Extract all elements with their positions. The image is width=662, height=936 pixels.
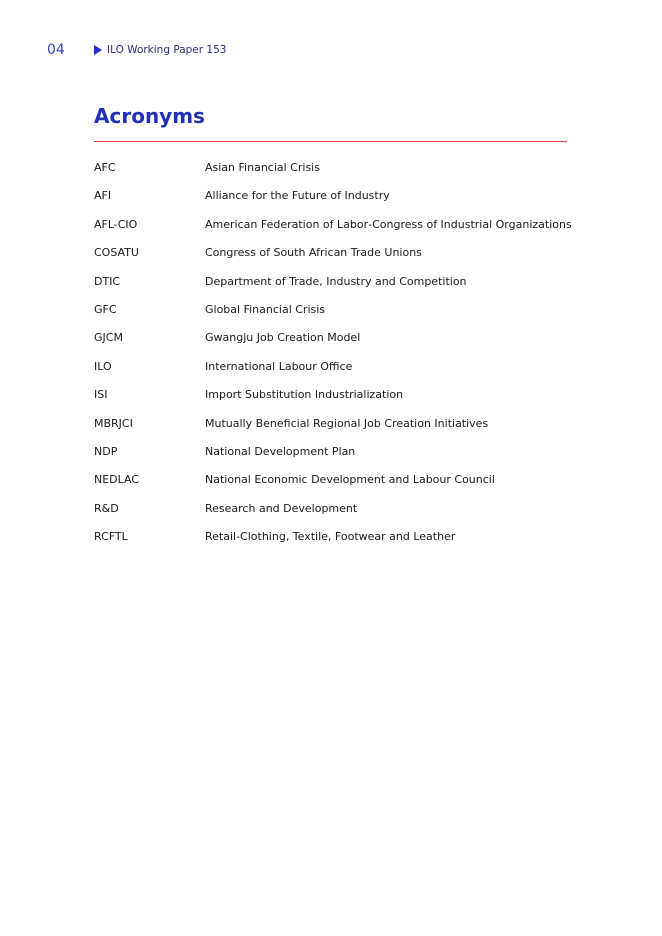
acronym-abbr: DTIC bbox=[94, 274, 121, 288]
running-title: ILO Working Paper 153 bbox=[107, 44, 227, 56]
section-title: Acronyms bbox=[94, 104, 205, 128]
acronym-row bbox=[94, 301, 567, 329]
acronym-definition: National Economic Development and Labour Council bbox=[205, 473, 495, 487]
acronym-row bbox=[94, 386, 567, 414]
acronym-abbr: AFL-CIO bbox=[94, 217, 138, 231]
title-divider bbox=[94, 141, 567, 142]
acronym-definition: Department of Trade, Industry and Competition bbox=[205, 274, 467, 288]
acronym-abbr: RCFTL bbox=[94, 530, 128, 544]
acronym-definition: Import Substitution Industrialization bbox=[205, 388, 404, 402]
acronym-row bbox=[94, 273, 567, 301]
acronym-abbr: GFC bbox=[94, 302, 117, 316]
acronym-abbr: NDP bbox=[94, 444, 118, 458]
acronym-definition: Congress of South African Trade Unions bbox=[205, 246, 422, 260]
acronym-definition: International Labour Office bbox=[205, 359, 353, 373]
acronym-row bbox=[94, 358, 567, 386]
acronym-abbr: ILO bbox=[94, 359, 112, 373]
acronym-abbr: ISI bbox=[94, 388, 108, 402]
acronym-row bbox=[94, 415, 567, 443]
running-header bbox=[94, 44, 226, 56]
acronym-definition: National Development Plan bbox=[205, 444, 356, 458]
acronym-abbr: NEDLAC bbox=[94, 473, 140, 487]
acronym-definition: Alliance for the Future of Industry bbox=[205, 189, 390, 203]
acronym-abbr: R&D bbox=[94, 501, 119, 515]
acronym-row bbox=[94, 159, 567, 187]
page-number: 04 bbox=[47, 42, 65, 58]
triangle-right-icon bbox=[94, 45, 102, 55]
acronym-abbr: MBRJCI bbox=[94, 416, 133, 430]
acronym-definition: Mutually Beneficial Regional Job Creation Initiatives bbox=[205, 416, 489, 430]
acronym-list bbox=[94, 159, 572, 556]
acronym-row bbox=[94, 187, 567, 215]
acronym-row bbox=[94, 443, 567, 471]
acronym-row bbox=[94, 471, 567, 499]
acronym-definition: Research and Development bbox=[205, 501, 358, 515]
acronym-definition: Global Financial Crisis bbox=[205, 302, 326, 316]
acronym-definition: Gwangju Job Creation Model bbox=[205, 331, 361, 345]
acronym-abbr: AFC bbox=[94, 161, 116, 174]
acronym-abbr: AFI bbox=[94, 189, 112, 203]
acronym-abbr: GJCM bbox=[94, 331, 123, 345]
acronym-definition: Retail-Clothing, Textile, Footwear and Leather bbox=[205, 530, 456, 544]
acronym-row bbox=[94, 329, 567, 357]
acronym-definition: Asian Financial Crisis bbox=[205, 161, 320, 174]
acronym-row bbox=[94, 244, 567, 272]
acronym-definition: American Federation of Labor‐Congress of Industrial Organizations bbox=[205, 217, 572, 231]
acronym-row bbox=[94, 528, 567, 556]
acronym-row bbox=[94, 216, 572, 244]
acronym-row bbox=[94, 500, 567, 528]
acronym-abbr: COSATU bbox=[94, 246, 139, 260]
